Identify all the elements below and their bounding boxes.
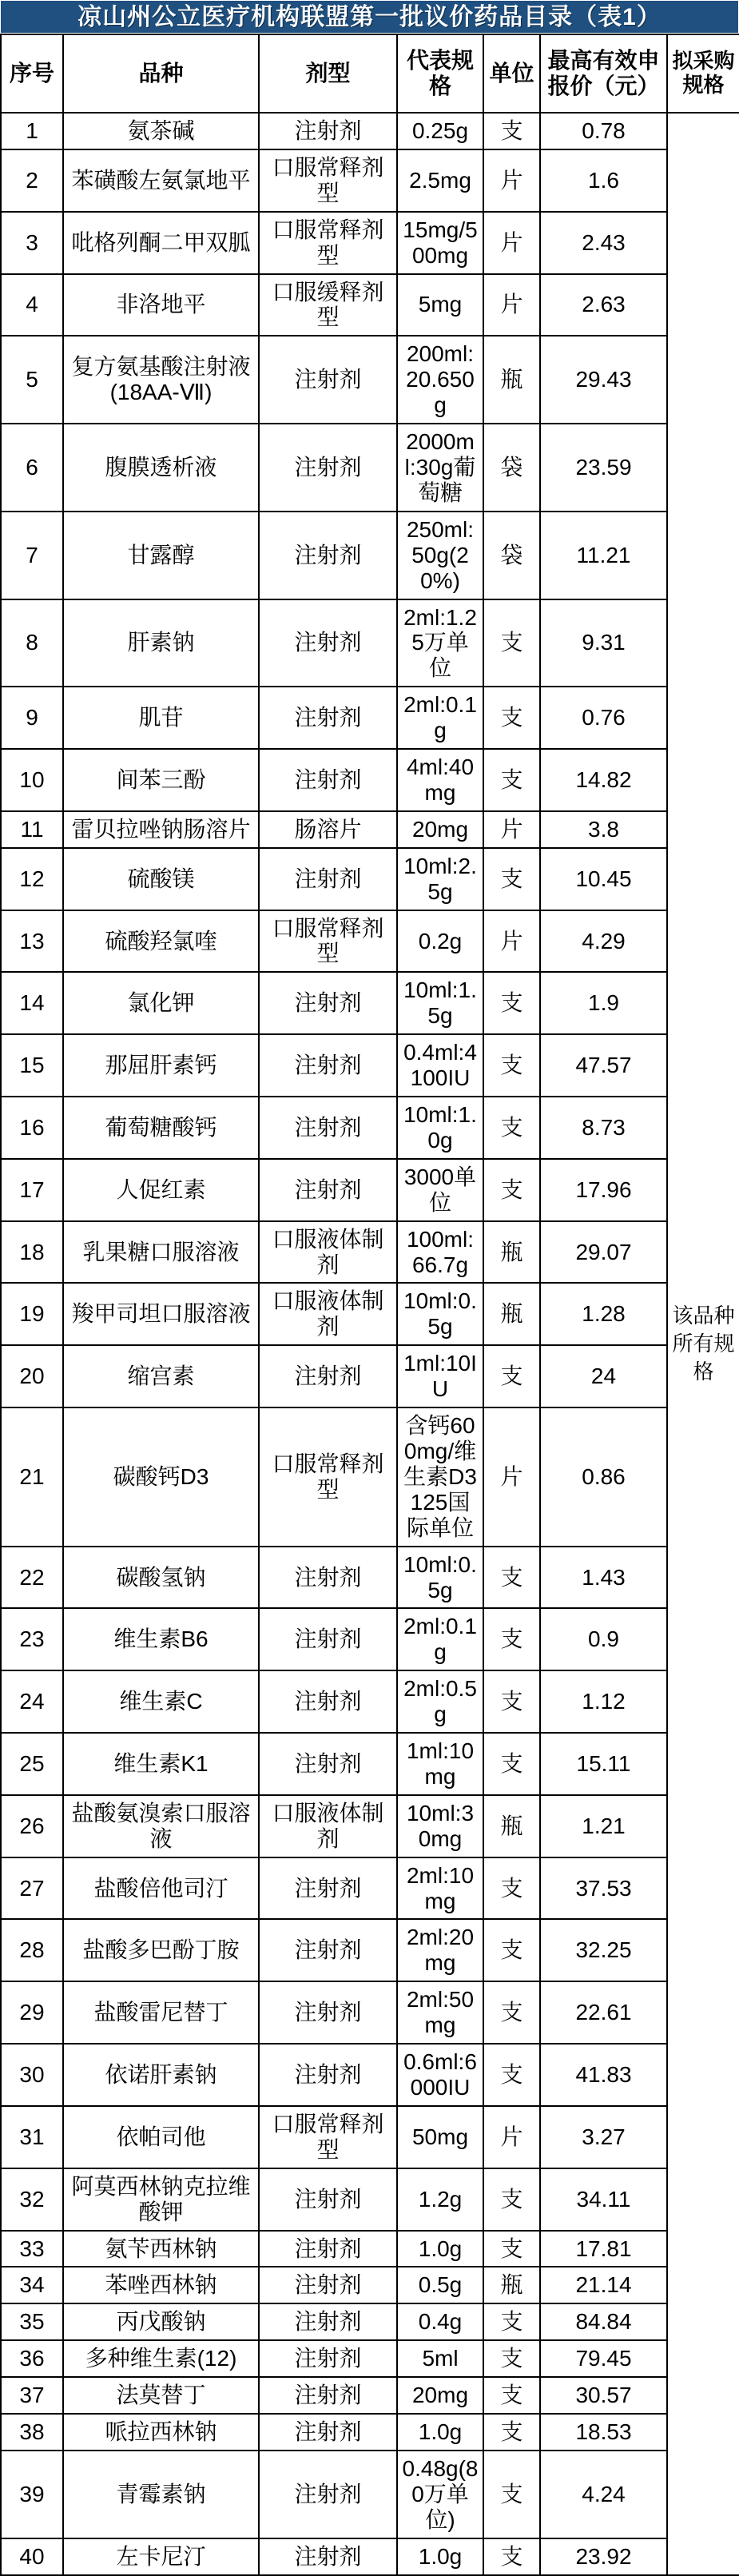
row-seq: 24	[1, 1670, 63, 1733]
row-unit: 支	[483, 1547, 540, 1609]
row-seq: 1	[1, 113, 63, 149]
table-row	[1, 599, 739, 687]
row-drug-name: 维生素K1	[63, 1733, 259, 1795]
row-dosage-form: 注射剂	[259, 2340, 397, 2377]
row-seq: 6	[1, 424, 63, 512]
row-seq: 16	[1, 1097, 63, 1159]
row-price: 2.43	[540, 212, 667, 274]
row-drug-name: 苯唑西林钠	[63, 2267, 259, 2303]
row-price: 0.76	[540, 687, 667, 749]
table-row	[1, 1733, 739, 1795]
row-drug-name: 维生素B6	[63, 1608, 259, 1670]
header-row	[1, 34, 739, 113]
row-unit: 瓶	[483, 2267, 540, 2303]
row-unit: 瓶	[483, 1795, 540, 1857]
row-price: 0.86	[540, 1407, 667, 1547]
row-dosage-form: 注射剂	[259, 2168, 397, 2231]
row-dosage-form: 注射剂	[259, 1608, 397, 1670]
row-price: 10.45	[540, 848, 667, 910]
row-seq: 35	[1, 2303, 63, 2340]
table-row	[1, 336, 739, 424]
row-seq: 15	[1, 1034, 63, 1097]
row-price: 9.31	[540, 599, 667, 687]
row-dosage-form: 注射剂	[259, 2044, 397, 2106]
row-spec: 1ml:10mg	[397, 1733, 483, 1795]
row-price: 21.14	[540, 2267, 667, 2303]
table-row	[1, 1034, 739, 1097]
table-row	[1, 2340, 739, 2377]
merged-procurement-spec-cell: 该品种所有规格	[667, 113, 739, 2575]
row-drug-name: 人促红素	[63, 1159, 259, 1221]
row-drug-name: 硫酸镁	[63, 848, 259, 910]
row-spec: 20mg	[397, 811, 483, 848]
table-row	[1, 2267, 739, 2303]
row-drug-name: 那屈肝素钙	[63, 1034, 259, 1097]
row-drug-name: 哌拉西林钠	[63, 2414, 259, 2451]
row-drug-name: 氨茶碱	[63, 113, 259, 149]
row-dosage-form: 注射剂	[259, 1670, 397, 1733]
table-row	[1, 749, 739, 811]
row-unit: 支	[483, 1857, 540, 1920]
row-drug-name: 左卡尼汀	[63, 2538, 259, 2575]
row-spec: 1.0g	[397, 2414, 483, 2451]
row-spec: 0.6ml:6000IU	[397, 2044, 483, 2106]
row-seq: 31	[1, 2106, 63, 2168]
table-row	[1, 424, 739, 512]
row-spec: 5mg	[397, 274, 483, 336]
row-spec: 2ml:50mg	[397, 1981, 483, 2044]
table-row	[1, 1608, 739, 1670]
table-row	[1, 1159, 739, 1221]
table-row	[1, 113, 739, 149]
row-spec: 15mg/500mg	[397, 212, 483, 274]
row-seq: 39	[1, 2451, 63, 2538]
row-dosage-form: 肠溶片	[259, 811, 397, 848]
row-seq: 30	[1, 2044, 63, 2106]
row-drug-name: 氯化钾	[63, 972, 259, 1034]
row-drug-name: 盐酸氨溴索口服溶液	[63, 1795, 259, 1857]
row-price: 1.43	[540, 1547, 667, 1609]
row-price: 34.11	[540, 2168, 667, 2231]
row-unit: 片	[483, 910, 540, 973]
row-seq: 4	[1, 274, 63, 336]
row-drug-name: 盐酸倍他司汀	[63, 1857, 259, 1920]
col-header-spec: 代表规格	[397, 34, 483, 113]
row-seq: 19	[1, 1283, 63, 1345]
row-spec: 2ml:10mg	[397, 1857, 483, 1920]
table-body	[1, 113, 739, 2575]
row-price: 1.21	[540, 1795, 667, 1857]
row-drug-name: 青霉素钠	[63, 2451, 259, 2538]
row-unit: 支	[483, 2044, 540, 2106]
drug-price-table	[0, 34, 739, 2576]
row-price: 29.07	[540, 1221, 667, 1284]
row-spec: 20mg	[397, 2377, 483, 2414]
row-price: 24	[540, 1345, 667, 1407]
row-drug-name: 多种维生素(12)	[63, 2340, 259, 2377]
row-seq: 11	[1, 811, 63, 848]
row-seq: 32	[1, 2168, 63, 2231]
table-row	[1, 1345, 739, 1407]
row-seq: 36	[1, 2340, 63, 2377]
row-dosage-form: 注射剂	[259, 687, 397, 749]
row-drug-name: 肌苷	[63, 687, 259, 749]
row-unit: 片	[483, 274, 540, 336]
row-unit: 支	[483, 687, 540, 749]
row-unit: 支	[483, 1034, 540, 1097]
row-spec: 0.4ml:4100IU	[397, 1034, 483, 1097]
row-spec: 1.0g	[397, 2538, 483, 2575]
row-dosage-form: 注射剂	[259, 424, 397, 512]
row-price: 17.96	[540, 1159, 667, 1221]
row-price: 84.84	[540, 2303, 667, 2340]
row-unit: 片	[483, 2106, 540, 2168]
row-price: 1.12	[540, 1670, 667, 1733]
table-row	[1, 1221, 739, 1284]
row-price: 32.25	[540, 1919, 667, 1981]
row-drug-name: 腹膜透析液	[63, 424, 259, 512]
table-row	[1, 1547, 739, 1609]
row-unit: 支	[483, 2377, 540, 2414]
row-dosage-form: 注射剂	[259, 2303, 397, 2340]
row-spec: 2ml:0.5g	[397, 1670, 483, 1733]
row-drug-name: 复方氨基酸注射液(18AA-Ⅶ)	[63, 336, 259, 424]
row-seq: 2	[1, 149, 63, 212]
table-row	[1, 1795, 739, 1857]
table-row	[1, 1919, 739, 1981]
row-spec: 含钙600mg/维生素D3125国际单位	[397, 1407, 483, 1547]
row-unit: 支	[483, 749, 540, 811]
table-row	[1, 1283, 739, 1345]
table-row	[1, 1857, 739, 1920]
row-unit: 袋	[483, 512, 540, 599]
table-row	[1, 2231, 739, 2267]
row-dosage-form: 注射剂	[259, 599, 397, 687]
row-spec: 250ml:50g(20%)	[397, 512, 483, 599]
row-seq: 20	[1, 1345, 63, 1407]
row-dosage-form: 注射剂	[259, 1345, 397, 1407]
row-dosage-form: 注射剂	[259, 2414, 397, 2451]
table-row	[1, 274, 739, 336]
row-dosage-form: 注射剂	[259, 1733, 397, 1795]
row-seq: 40	[1, 2538, 63, 2575]
table-row	[1, 2303, 739, 2340]
row-seq: 13	[1, 910, 63, 973]
row-spec: 10ml:1.5g	[397, 972, 483, 1034]
row-unit: 支	[483, 848, 540, 910]
row-price: 1.6	[540, 149, 667, 212]
table-title: 凉山州公立医疗机构联盟第一批议价药品目录（表1）	[0, 0, 739, 34]
row-unit: 支	[483, 2451, 540, 2538]
row-drug-name: 甘露醇	[63, 512, 259, 599]
row-price: 22.61	[540, 1981, 667, 2044]
row-price: 47.57	[540, 1034, 667, 1097]
row-unit: 片	[483, 212, 540, 274]
row-spec: 4ml:40mg	[397, 749, 483, 811]
row-spec: 10ml:0.5g	[397, 1547, 483, 1609]
row-unit: 支	[483, 2168, 540, 2231]
table-row	[1, 149, 739, 212]
row-seq: 27	[1, 1857, 63, 1920]
row-unit: 支	[483, 972, 540, 1034]
row-price: 3.27	[540, 2106, 667, 2168]
row-dosage-form: 注射剂	[259, 336, 397, 424]
row-dosage-form: 注射剂	[259, 2231, 397, 2267]
row-seq: 17	[1, 1159, 63, 1221]
row-drug-name: 法莫替丁	[63, 2377, 259, 2414]
row-unit: 片	[483, 811, 540, 848]
row-drug-name: 依帕司他	[63, 2106, 259, 2168]
row-dosage-form: 注射剂	[259, 749, 397, 811]
row-drug-name: 维生素C	[63, 1670, 259, 1733]
col-header-unit: 单位	[483, 34, 540, 113]
table-row	[1, 2538, 739, 2575]
row-unit: 袋	[483, 424, 540, 512]
row-spec: 0.5g	[397, 2267, 483, 2303]
row-drug-name: 碳酸氢钠	[63, 1547, 259, 1609]
row-price: 18.53	[540, 2414, 667, 2451]
row-unit: 支	[483, 113, 540, 149]
row-spec: 200ml:20.650g	[397, 336, 483, 424]
row-spec: 100ml:66.7g	[397, 1221, 483, 1284]
row-drug-name: 缩宫素	[63, 1345, 259, 1407]
row-price: 4.29	[540, 910, 667, 973]
row-unit: 支	[483, 1981, 540, 2044]
row-spec: 10ml:1.0g	[397, 1097, 483, 1159]
row-spec: 1.0g	[397, 2231, 483, 2267]
table-row	[1, 2106, 739, 2168]
row-unit: 支	[483, 1608, 540, 1670]
row-dosage-form: 注射剂	[259, 1034, 397, 1097]
row-spec: 0.48g(80万单位)	[397, 2451, 483, 2538]
row-seq: 34	[1, 2267, 63, 2303]
row-dosage-form: 注射剂	[259, 2451, 397, 2538]
row-drug-name: 盐酸多巴酚丁胺	[63, 1919, 259, 1981]
row-drug-name: 间苯三酚	[63, 749, 259, 811]
row-price: 1.28	[540, 1283, 667, 1345]
row-unit: 片	[483, 1407, 540, 1547]
row-spec: 2.5mg	[397, 149, 483, 212]
row-dosage-form: 注射剂	[259, 1981, 397, 2044]
row-spec: 0.2g	[397, 910, 483, 973]
table-row	[1, 2044, 739, 2106]
row-seq: 25	[1, 1733, 63, 1795]
row-seq: 3	[1, 212, 63, 274]
row-unit: 支	[483, 2231, 540, 2267]
col-header-seq: 序号	[1, 34, 63, 113]
row-dosage-form: 注射剂	[259, 113, 397, 149]
col-header-dosage-form: 剂型	[259, 34, 397, 113]
row-seq: 28	[1, 1919, 63, 1981]
row-drug-name: 依诺肝素钠	[63, 2044, 259, 2106]
row-seq: 12	[1, 848, 63, 910]
row-drug-name: 硫酸羟氯喹	[63, 910, 259, 973]
table-row	[1, 2414, 739, 2451]
table-row	[1, 811, 739, 848]
row-drug-name: 阿莫西林钠克拉维酸钾	[63, 2168, 259, 2231]
row-seq: 14	[1, 972, 63, 1034]
row-drug-name: 碳酸钙D3	[63, 1407, 259, 1547]
row-unit: 瓶	[483, 1221, 540, 1284]
row-drug-name: 非洛地平	[63, 274, 259, 336]
row-drug-name: 盐酸雷尼替丁	[63, 1981, 259, 2044]
row-seq: 22	[1, 1547, 63, 1609]
row-spec: 5ml	[397, 2340, 483, 2377]
row-price: 23.92	[540, 2538, 667, 2575]
row-price: 29.43	[540, 336, 667, 424]
row-seq: 38	[1, 2414, 63, 2451]
table-row	[1, 687, 739, 749]
row-spec: 2ml:0.1g	[397, 687, 483, 749]
row-dosage-form: 注射剂	[259, 2377, 397, 2414]
row-dosage-form: 口服常释剂型	[259, 212, 397, 274]
table-row	[1, 1981, 739, 2044]
row-price: 0.9	[540, 1608, 667, 1670]
row-unit: 支	[483, 1159, 540, 1221]
row-dosage-form: 口服常释剂型	[259, 2106, 397, 2168]
row-unit: 支	[483, 599, 540, 687]
table-row	[1, 212, 739, 274]
table-row	[1, 1670, 739, 1733]
row-seq: 5	[1, 336, 63, 424]
row-price: 15.11	[540, 1733, 667, 1795]
row-drug-name: 葡萄糖酸钙	[63, 1097, 259, 1159]
row-spec: 10ml:0.5g	[397, 1283, 483, 1345]
row-spec: 2ml:20mg	[397, 1919, 483, 1981]
table-row	[1, 2377, 739, 2414]
row-drug-name: 氨苄西林钠	[63, 2231, 259, 2267]
row-seq: 26	[1, 1795, 63, 1857]
row-spec: 0.25g	[397, 113, 483, 149]
row-price: 41.83	[540, 2044, 667, 2106]
row-dosage-form: 注射剂	[259, 1857, 397, 1920]
row-spec: 2000ml:30g葡萄糖	[397, 424, 483, 512]
row-unit: 支	[483, 2340, 540, 2377]
row-dosage-form: 注射剂	[259, 2267, 397, 2303]
row-price: 14.82	[540, 749, 667, 811]
row-spec: 10ml:30mg	[397, 1795, 483, 1857]
row-seq: 18	[1, 1221, 63, 1284]
row-seq: 33	[1, 2231, 63, 2267]
row-drug-name: 雷贝拉唑钠肠溶片	[63, 811, 259, 848]
row-price: 1.9	[540, 972, 667, 1034]
row-dosage-form: 注射剂	[259, 512, 397, 599]
col-header-procurement-spec: 拟采购规格	[667, 34, 739, 113]
row-price: 4.24	[540, 2451, 667, 2538]
row-seq: 7	[1, 512, 63, 599]
table-row	[1, 512, 739, 599]
row-spec: 10ml:2.5g	[397, 848, 483, 910]
row-spec: 0.4g	[397, 2303, 483, 2340]
row-unit: 瓶	[483, 336, 540, 424]
row-dosage-form: 口服液体制剂	[259, 1283, 397, 1345]
row-dosage-form: 口服液体制剂	[259, 1221, 397, 1284]
row-unit: 支	[483, 2303, 540, 2340]
row-seq: 37	[1, 2377, 63, 2414]
row-dosage-form: 注射剂	[259, 1919, 397, 1981]
table-row	[1, 1407, 739, 1547]
row-dosage-form: 注射剂	[259, 1547, 397, 1609]
row-dosage-form: 口服液体制剂	[259, 1795, 397, 1857]
table-row	[1, 2168, 739, 2231]
col-header-drug-name: 品种	[63, 34, 259, 113]
row-seq: 8	[1, 599, 63, 687]
table-row	[1, 1097, 739, 1159]
table-row	[1, 2451, 739, 2538]
row-price: 30.57	[540, 2377, 667, 2414]
row-drug-name: 吡格列酮二甲双胍	[63, 212, 259, 274]
row-seq: 10	[1, 749, 63, 811]
row-drug-name: 羧甲司坦口服溶液	[63, 1283, 259, 1345]
row-price: 3.8	[540, 811, 667, 848]
row-spec: 2ml:0.1g	[397, 1608, 483, 1670]
row-spec: 1ml:10IU	[397, 1345, 483, 1407]
table-row	[1, 910, 739, 973]
row-spec: 50mg	[397, 2106, 483, 2168]
row-price: 8.73	[540, 1097, 667, 1159]
row-dosage-form: 口服常释剂型	[259, 910, 397, 973]
row-unit: 支	[483, 1345, 540, 1407]
row-dosage-form: 注射剂	[259, 848, 397, 910]
row-dosage-form: 注射剂	[259, 1159, 397, 1221]
row-unit: 支	[483, 2538, 540, 2575]
row-dosage-form: 注射剂	[259, 972, 397, 1034]
col-header-max-price: 最高有效申报价（元）	[540, 34, 667, 113]
row-seq: 23	[1, 1608, 63, 1670]
row-seq: 9	[1, 687, 63, 749]
row-dosage-form: 口服缓释剂型	[259, 274, 397, 336]
row-seq: 29	[1, 1981, 63, 2044]
row-drug-name: 乳果糖口服溶液	[63, 1221, 259, 1284]
row-spec: 2ml:1.25万单位	[397, 599, 483, 687]
row-dosage-form: 注射剂	[259, 1097, 397, 1159]
row-unit: 支	[483, 1097, 540, 1159]
row-unit: 支	[483, 1670, 540, 1733]
row-unit: 支	[483, 1919, 540, 1981]
row-price: 37.53	[540, 1857, 667, 1920]
row-dosage-form: 口服常释剂型	[259, 1407, 397, 1547]
row-price: 2.63	[540, 274, 667, 336]
table-row	[1, 972, 739, 1034]
row-dosage-form: 口服常释剂型	[259, 149, 397, 212]
row-unit: 支	[483, 1733, 540, 1795]
row-drug-name: 苯磺酸左氨氯地平	[63, 149, 259, 212]
row-drug-name: 丙戊酸钠	[63, 2303, 259, 2340]
row-unit: 支	[483, 2414, 540, 2451]
row-unit: 瓶	[483, 1283, 540, 1345]
row-unit: 片	[483, 149, 540, 212]
row-price: 17.81	[540, 2231, 667, 2267]
row-price: 11.21	[540, 512, 667, 599]
row-drug-name: 肝素钠	[63, 599, 259, 687]
row-spec: 3000单位	[397, 1159, 483, 1221]
row-price: 23.59	[540, 424, 667, 512]
row-seq: 21	[1, 1407, 63, 1547]
table-row	[1, 848, 739, 910]
row-price: 0.78	[540, 113, 667, 149]
row-spec: 1.2g	[397, 2168, 483, 2231]
row-price: 79.45	[540, 2340, 667, 2377]
row-dosage-form: 注射剂	[259, 2538, 397, 2575]
